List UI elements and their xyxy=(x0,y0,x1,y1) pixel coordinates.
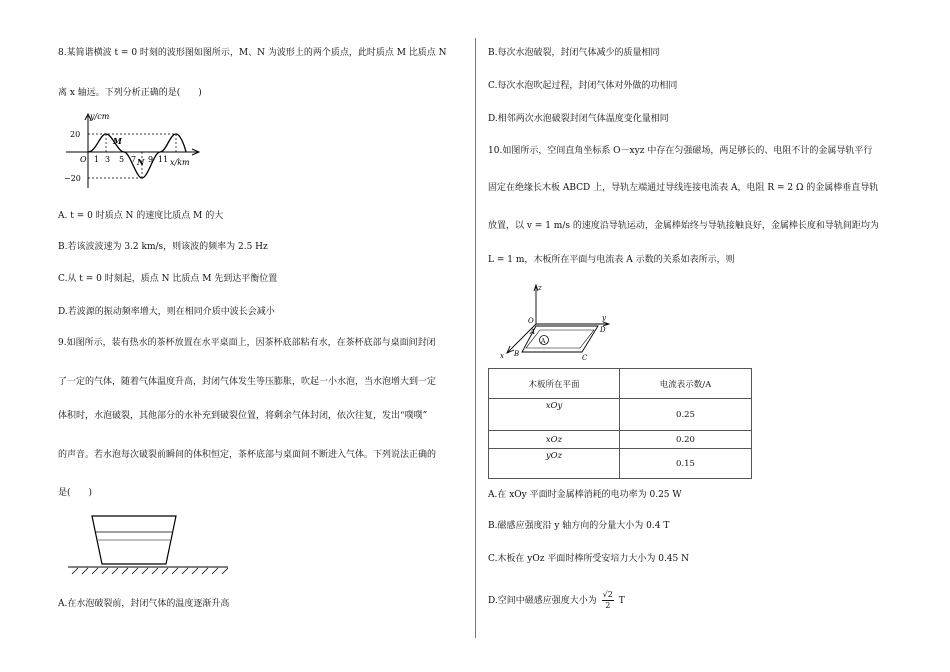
coordinate-figure xyxy=(496,282,626,362)
table-row xyxy=(489,431,752,449)
fig-axis-y: y xyxy=(602,314,606,322)
fig-origin: O xyxy=(528,317,534,325)
fig-point-c: C xyxy=(582,354,588,362)
graph-y-tick-20: 20 xyxy=(70,130,81,139)
q8-option-b: B.若该波波速为 3.2 km/s，则该波的频率为 2.5 Hz xyxy=(58,242,268,252)
q9-option-a: A.在水泡破裂前，封闭气体的温度逐渐升高 xyxy=(58,599,230,609)
graph-x-tick-3: 3 xyxy=(105,155,111,164)
table-header-plane: 木板所在平面 xyxy=(489,369,620,399)
q9-stem-line3: 体积时，水泡破裂，其他部分的水补充到破裂位置，将剩余气体封闭，依次往复，发出“噗噗” xyxy=(58,411,428,421)
graph-point-n: N xyxy=(137,157,145,167)
teacup-figure xyxy=(68,512,228,577)
q9-stem-line2: 了一定的气体，随着气体温度升高，封闭气体发生等压膨胀，吹起一小水泡，当水泡增大到一定 xyxy=(58,377,437,387)
graph-y-tick-neg20: −20 xyxy=(64,174,81,183)
fraction-numerator: √2 xyxy=(602,590,613,599)
fraction-denominator: 2 xyxy=(605,601,611,610)
table-cell-plane: xOy xyxy=(489,399,620,431)
table-cell-plane: yOz xyxy=(489,449,620,479)
q8-option-a: A. t = 0 时质点 N 的速度比质点 M 的大 xyxy=(58,211,224,221)
fig-point-d: D xyxy=(600,326,606,334)
table-cell-plane: xOz xyxy=(489,431,620,449)
q10-stem-line3: 放置，以 v = 1 m/s 的速度沿导轨运动，金属棒始终与导轨接触良好，金属棒长度和导轨间距均为 xyxy=(488,221,879,231)
q8-stem-line1: 8.某简谐横波 t = 0 时刻的波形图如图所示，M、N 为波形上的两个质点，此时质点 M 比质点 N xyxy=(58,48,447,58)
fig-axis-z: z xyxy=(538,284,542,292)
graph-point-m: M xyxy=(113,136,122,146)
current-table xyxy=(488,368,752,479)
q10-option-d-prefix: D.空间中磁感应强度大小为 xyxy=(488,596,597,606)
q8-stem-line2: 离 x 轴远。下列分析正确的是( ) xyxy=(58,88,202,98)
fig-point-b: B xyxy=(514,350,520,358)
q10-option-b: B.磁感应强度沿 y 轴方向的分量大小为 0.4 T xyxy=(488,521,670,531)
wave-graph xyxy=(58,110,208,192)
graph-x-tick-9: 9 xyxy=(148,155,154,164)
table-cell-current: 0.25 xyxy=(620,399,752,431)
q10-option-a: A.在 xOy 平面时金属棒消耗的电功率为 0.25 W xyxy=(488,490,682,500)
q9-stem-line1: 9.如图所示，装有热水的茶杯放置在水平桌面上，因茶杯底部粘有水，在茶杯底部与桌面间封闭 xyxy=(58,338,436,348)
column-divider xyxy=(475,38,476,638)
q8-option-c: C.从 t = 0 时刻起，质点 N 比质点 M 先到达平衡位置 xyxy=(58,274,278,284)
q10-option-d-unit: T xyxy=(618,596,625,606)
fig-ammeter: A xyxy=(541,338,546,345)
q10-stem-line2: 固定在绝缘长木板 ABCD 上，导轨左端通过导线连接电流表 A，电阻 R = 2 Ω 的金属棒垂直导轨 xyxy=(488,183,879,193)
q8-option-d: D.若波源的振动频率增大，则在相同介质中波长会减小 xyxy=(58,307,275,317)
q10-stem-line4: L = 1 m，木板所在平面与电流表 A 示数的关系如表所示，则 xyxy=(488,255,735,265)
q10-option-d xyxy=(488,590,625,611)
table-row xyxy=(489,399,752,431)
q10-option-c: C.木板在 yOz 平面时棒所受安培力大小为 0.45 N xyxy=(488,554,689,564)
q9-option-c: C.每次水泡吹起过程，封闭气体对外做的功相同 xyxy=(488,81,678,91)
q9-option-d: D.相邻两次水泡破裂封闭气体温度变化量相同 xyxy=(488,114,669,124)
graph-x-label: x/km xyxy=(170,158,190,167)
table-cell-current: 0.20 xyxy=(620,431,752,449)
q9-stem-line5: 是( ) xyxy=(58,488,93,498)
graph-origin: O xyxy=(80,155,87,164)
table-cell-current: 0.15 xyxy=(620,449,752,479)
fraction xyxy=(602,590,614,611)
q9-stem-line4: 的声音。若水泡每次破裂前瞬间的体积恒定，茶杯底部与桌面间不断进入气体。下列说法正确的 xyxy=(58,450,437,460)
fig-point-a: A xyxy=(530,328,536,336)
q9-option-b: B.每次水泡破裂，封闭气体减少的质量相同 xyxy=(488,48,660,58)
table-row xyxy=(489,449,752,479)
graph-x-tick-7: 7 xyxy=(131,155,137,164)
table-header-current: 电流表示数/A xyxy=(620,369,752,399)
graph-x-tick-1: 1 xyxy=(94,155,100,164)
q10-stem-line1: 10.如图所示，空间直角坐标系 O－xyz 中存在匀强磁场，两足够长的、电阻不计的金属导轨平行 xyxy=(488,146,873,156)
graph-y-label: y/cm xyxy=(90,112,110,121)
fig-axis-x: x xyxy=(500,352,504,360)
graph-x-tick-5: 5 xyxy=(119,155,125,164)
graph-x-tick-11: 11 xyxy=(158,155,169,164)
